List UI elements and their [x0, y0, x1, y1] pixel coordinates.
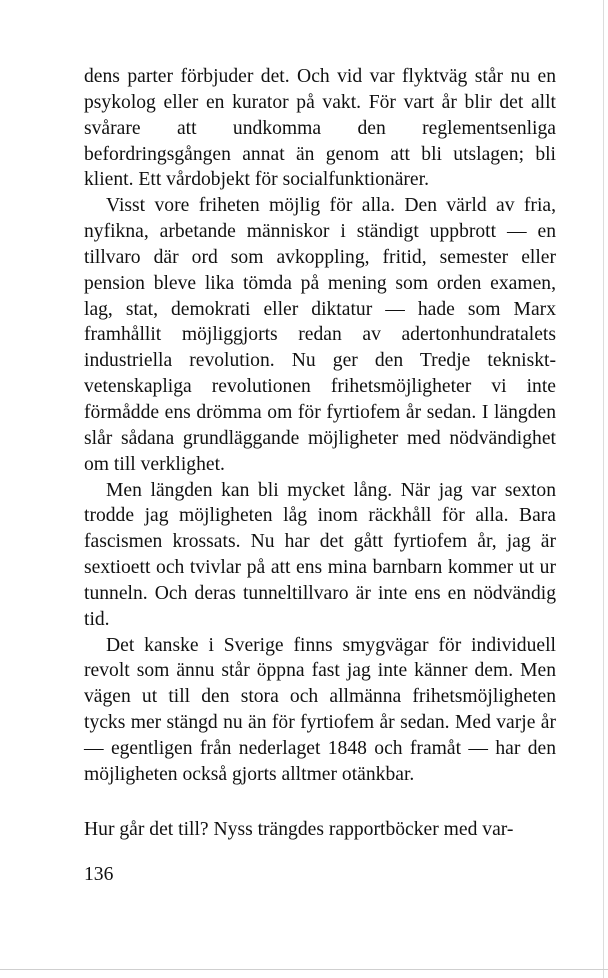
paragraph-length: Men längden kan bli mycket lång. När jag var sexton trodde jag möjligheten låg inom räckhåll för alla. Bara fascismen krossats. Nu har det gått fyrtiofem år, jag är sextioett och tvivlar på att ens mina barnbarn kommer ut ur tunneln. Och deras tunneltillvaro är inte ens en nödvändig tid. — [84, 479, 556, 630]
body-text — [84, 64, 556, 788]
section-start-text — [84, 817, 556, 843]
paragraph-freedom: Visst vore friheten möjlig för alla. Den värld av fria, nyfikna, arbetande människor i ständigt uppbrott — en tillvaro där ord som avkoppling, fritid, semester eller pension bleve lika tömda på mening som orden examen, lag, stat, demokrati eller diktatur — hade som Marx framhållit möjliggjorts redan av adertonhundratalets industriella revolution. Nu ger den Tredje tekniskt-vetenskapliga revolutionen frihetsmöjligheter vi inte förmådde ens drömma om för fyrtiofem år sedan. I längden slår sådana grundläggande möjligheter med nödvändighet om till verklighet. — [84, 195, 556, 475]
bottom-scan-line — [0, 969, 608, 970]
paragraph-continued: dens parter förbjuder det. Och vid var flyktväg står nu en psykolog eller en kurator på vakt. För vart år blir det allt svårare att undkomma den reglementsenliga befordringsgången annat än genom att bli utslagen; bli klient. Ett vårdobjekt för socialfunktionärer. — [84, 66, 556, 191]
page-edge-line — [603, 0, 604, 978]
page-number: 136 — [84, 864, 114, 885]
paragraph-sweden: Det kanske i Sverige finns smygvägar för individuell revolt som ännu står öppna fast jag inte känner dem. Men vägen ut till den stora och allmänna frihetsmöjligheten tycks mer stängd nu än för fyrtiofem år sedan. Med varje år — egentligen från nederlaget 1848 och framåt — har den möjligheten också gjorts alltmer otänkbar. — [84, 634, 556, 785]
paragraph-section-start: Hur går det till? Nyss trängdes rapportböcker med var- — [84, 819, 514, 840]
